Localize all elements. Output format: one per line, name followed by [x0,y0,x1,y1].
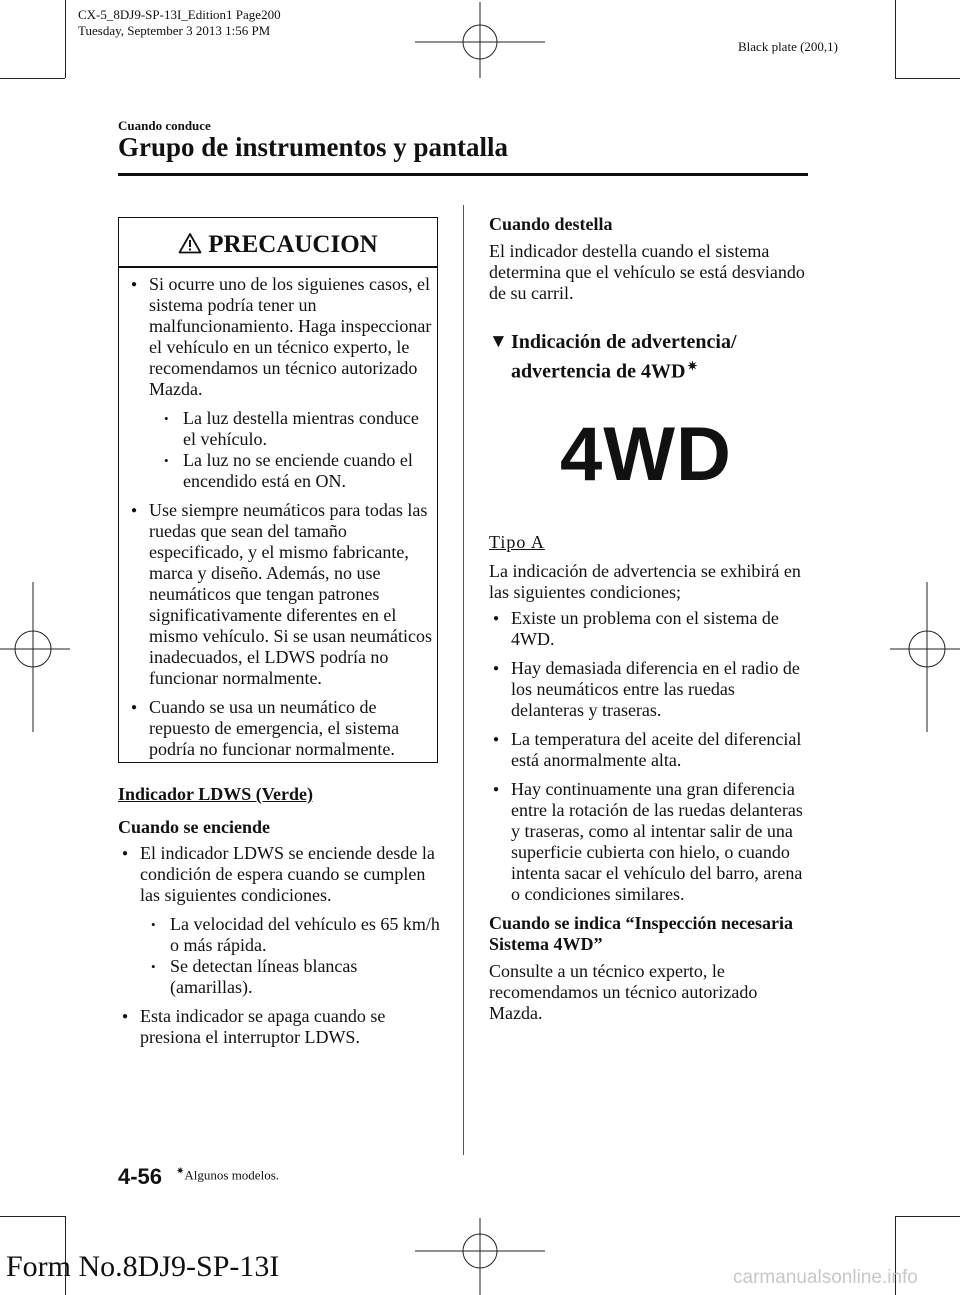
right-column-top [489,214,811,304]
caution-bullet: ● Use siempre neumáticos para todas las ruedas que sean del tamaño especificado, y el mismo fabricante, marca y diseño. Además, no use neumáticos que tengan patrones significativamente diferentes en el mismo vehículo. Si se usan neumáticos inadecuados, el LDWS podría no funcionar normalmente. [131,500,433,689]
crop-mark [895,1216,960,1217]
inspection-heading: Cuando se indica “Inspección necesaria Sistema 4WD” [489,913,794,954]
registration-mark-top [415,2,545,78]
ldws-bullet: ● Esta indicador se apaga cuando se presiona el interruptor LDWS. [122,1006,440,1048]
ldws-heading: Indicador LDWS (Verde) [118,784,314,804]
4wd-bullet: ● Hay continuamente una gran diferencia entre la rotación de las ruedas delanteras y traseras, como al intentar salir de una superficie cubierta con hielo, o cuando intenta sacar el vehículo del barro, arena o condiciones similares. [493,779,811,905]
page-number: 4-56 [118,1164,163,1189]
warning-heading-line2: advertencia de 4WD [511,360,686,383]
4wd-indicator: 4WD [560,412,732,497]
ldws-sub-bullet: • La velocidad del vehículo es 65 km/h o más rápida. [118,914,440,956]
caution-bullet: ● Si ocurre uno de los siguienes casos, el sistema podría tener un malfuncionamiento. Haga inspeccionar el vehículo en un técnico experto, le recomendamos un técnico autorizado Mazda. [131,274,433,400]
optional-equipment-star-icon: ✷ [687,359,698,373]
type-a-intro: La indicación de advertencia se exhibirá en las siguientes condiciones; [489,561,801,602]
footnote-text: Algunos modelos. [184,1167,280,1183]
type-a-heading: Tipo A [489,532,545,552]
optional-equipment-star-icon: ✷ [176,1166,185,1177]
warning-icon [178,232,202,254]
ldws-sub-bullet: • Se detectan líneas blancas (amarillas). [118,956,440,998]
caution-title: PRECAUCION [208,231,378,258]
form-number: Form No.8DJ9-SP-13I [6,1250,280,1283]
section-subtitle: Cuando conduce [118,118,211,133]
4wd-bullet: ● La temperatura del aceite del diferencial está anormalmente alta. [493,729,811,771]
ldws-bullet: ● El indicador LDWS se enciende desde la condición de espera cuando se cumplen las siguientes condiciones. [122,843,440,906]
left-column [118,784,440,1048]
print-header-date: Tuesday, September 3 2013 1:56 PM [78,23,271,38]
flash-heading: Cuando destella [489,214,613,234]
4wd-bullet: ● Existe un problema con el sistema de 4WD. [493,608,811,650]
on-heading: Cuando se enciende [118,817,271,837]
caution-sub-bullet: • La luz destella mientras conduce el vehículo. [131,408,433,450]
inspection-text: Consulte a un técnico experto, le recomendamos un técnico autorizado Mazda. [489,961,758,1023]
column-divider [463,205,464,1155]
caution-bullet: ● Cuando se usa un neumático de repuesto de emergencia, el sistema podría no funcionar normalmente. [131,697,433,760]
registration-mark-bottom [415,1218,545,1295]
crop-mark [895,0,896,78]
crop-mark [0,78,65,79]
warning-heading-line1: Indicación de advertencia/ [511,331,737,353]
caution-box [118,217,438,763]
caution-body [131,274,433,760]
page-title: Grupo de instrumentos y pantalla [118,132,509,162]
triangle-down-icon: ▼ [489,331,508,352]
4wd-bullet: ● Hay demasiada diferencia en el radio de los neumáticos entre las ruedas delanteras y traseras. [493,658,811,721]
warning-heading [489,330,819,384]
crop-mark [0,1216,65,1217]
print-header-file: CX-5_8DJ9-SP-13I_Edition1 Page200 [78,7,281,22]
header-rule [118,173,808,176]
caution-heading [119,230,437,260]
flash-text: El indicador destella cuando el sistema determina que el vehículo se está desviando de su carril. [489,241,805,303]
caution-rule [119,266,437,268]
crop-mark [65,0,66,78]
caution-sub-bullet: • La luz no se enciende cuando el encendido está en ON. [131,450,433,492]
watermark: carmanualsonline.info [733,1267,918,1288]
crop-mark [895,78,960,79]
right-column-bottom [489,532,811,1024]
registration-mark-left [0,582,70,732]
footnote [176,1166,279,1183]
print-header-plate: Black plate (200,1) [738,39,838,54]
registration-mark-right [890,582,960,732]
